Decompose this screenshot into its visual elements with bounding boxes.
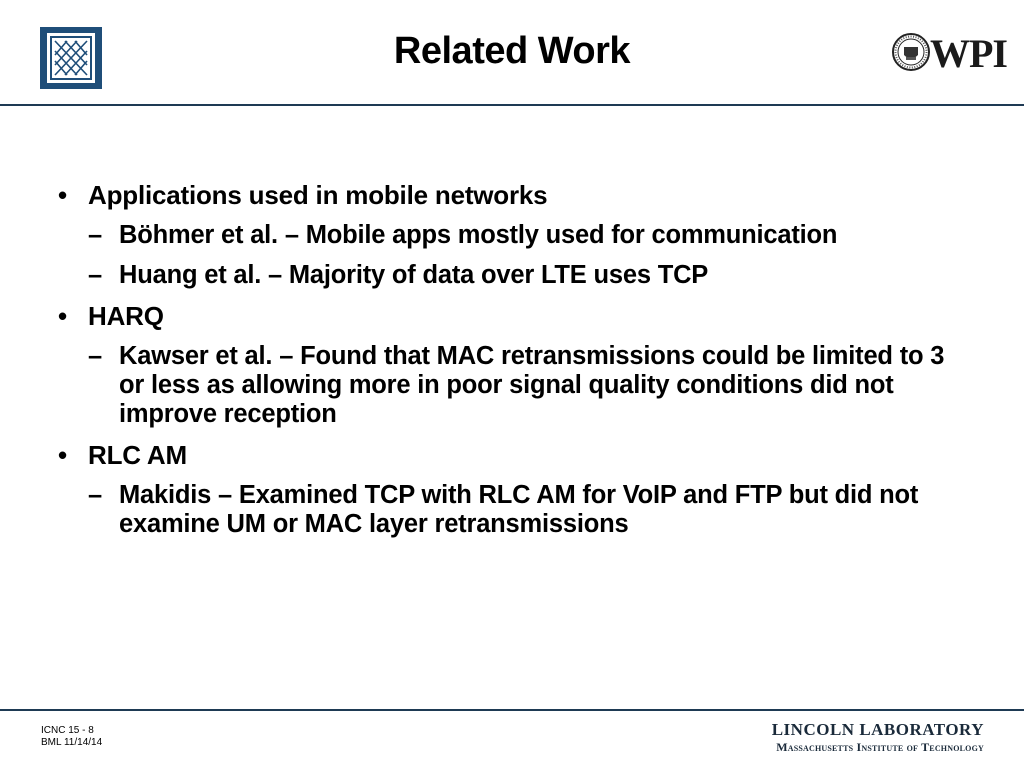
bullet-item	[58, 440, 958, 470]
bullet-item	[58, 180, 958, 210]
sub-bullet-item	[58, 342, 958, 429]
footer-slide-number: ICNC 15 - 8	[41, 725, 94, 736]
slide-title: Related Work	[393, 30, 631, 72]
lincoln-laboratory-wordmark	[772, 720, 984, 754]
wpi-wordmark: WPI	[930, 31, 1007, 76]
sub-bullet-marker: –	[88, 342, 102, 370]
slide-body	[58, 180, 958, 550]
bullet-text: RLC AM	[88, 440, 187, 470]
footer-divider	[0, 709, 1024, 711]
sub-bullet-item	[58, 481, 958, 539]
footer-slide-info	[41, 725, 102, 749]
sub-bullet-item	[58, 221, 958, 250]
org-subtitle: Massachusetts Institute of Technology	[776, 740, 984, 754]
slide-header	[0, 0, 1024, 106]
wpi-seal-icon	[892, 33, 930, 71]
footer-author-date: BML 11/14/14	[41, 737, 103, 748]
bullet-marker: •	[58, 180, 67, 210]
wpi-logo	[892, 33, 1012, 75]
sub-bullet-marker: –	[88, 481, 102, 509]
bullet-text: Applications used in mobile networks	[88, 180, 548, 210]
header-divider	[0, 104, 1024, 106]
bullet-text: HARQ	[88, 301, 164, 331]
sub-bullet-marker: –	[88, 261, 102, 289]
sub-bullet-item	[58, 261, 958, 290]
bullet-marker: •	[58, 301, 67, 331]
org-name: LINCOLN LABORATORY	[771, 720, 984, 739]
sub-bullet-marker: –	[88, 221, 102, 249]
sub-bullet-text: Kawser et al. – Found that MAC retransmissions could be limited to 3 or less as allowing more in poor signal quality conditions did not improve reception	[119, 342, 945, 428]
sub-bullet-text: Makidis – Examined TCP with RLC AM for VoIP and FTP but did not examine UM or MAC layer retransmissions	[119, 481, 919, 538]
bullet-marker: •	[58, 440, 67, 470]
bullet-item	[58, 301, 958, 331]
sub-bullet-text: Böhmer et al. – Mobile apps mostly used for communication	[119, 221, 838, 249]
sub-bullet-text: Huang et al. – Majority of data over LTE uses TCP	[119, 261, 709, 289]
